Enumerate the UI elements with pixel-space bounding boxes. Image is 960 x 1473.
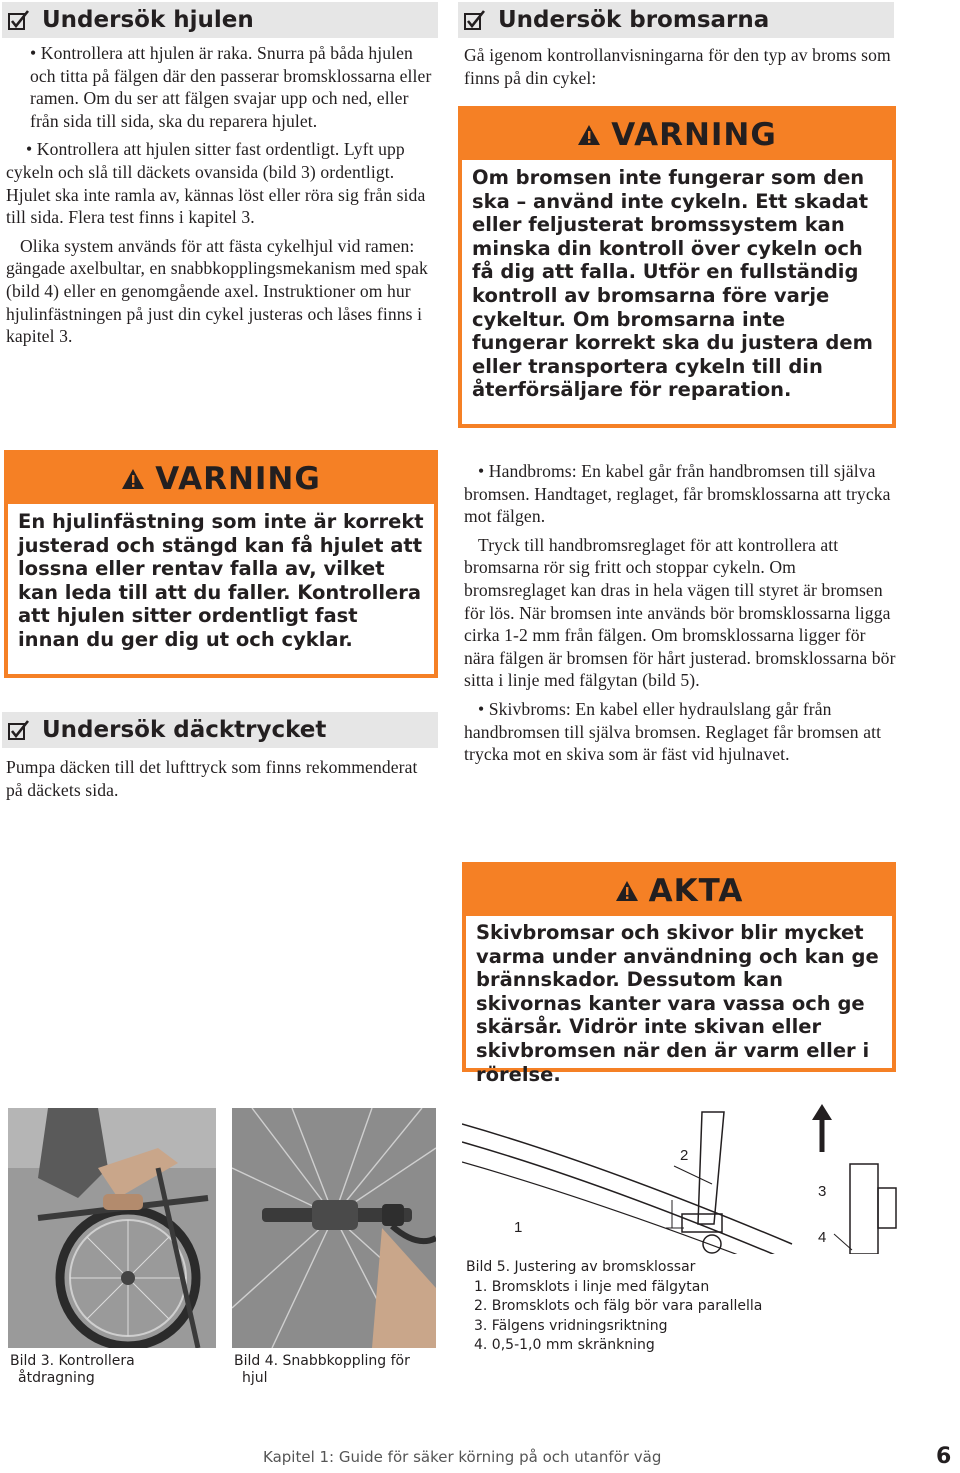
figure-5-item-3: 3. Fälgens vridningsriktning [474, 1317, 668, 1334]
page-number: 6 [936, 1444, 952, 1469]
wheels-text-block [6, 42, 438, 354]
wheels-section-heading [2, 2, 438, 38]
wheel-warning-text: En hjulinfästning som inte är korrekt justerad och stängd kan få hjulet att lossna eller rentav falla av, vilket kan leda till att du faller. Kontrollera att hjulen sitter ordentligt fast innan du ger dig ut och cyklar. [18, 510, 424, 651]
handbrake-paragraph: • Handbroms: En kabel går från handbromsen till själva bromsen. Handtaget, reglaget, får bromsklossarna att trycka mot fälgen. [464, 460, 896, 528]
figure-5-item-1: 1. Bromsklots i linje med fälgytan [474, 1278, 710, 1295]
brake-warning-bar [462, 110, 892, 160]
figure-3-caption [10, 1353, 135, 1387]
wheels-heading-text: Undersök hjulen [42, 7, 254, 33]
caution-box [462, 862, 896, 1086]
caution-title: AKTA [648, 873, 744, 909]
wheel-check-illustration [8, 1108, 216, 1348]
figure-5-caption [466, 1258, 762, 1356]
brake-types-block [464, 460, 896, 772]
tire-text-block [6, 756, 438, 807]
brake-warning-box [458, 106, 896, 428]
wheels-paragraph-2: • Kontrollera att hjulen sitter fast ordentligt. Lyft upp cykeln och slå till däckets ovansida (bild 3) ordentligt. Hjulet ska inte ramla av, kännas löst eller röra sig från sida till sida. Flera test finns i kapitel 3. [6, 138, 438, 228]
tire-section-heading [2, 712, 438, 748]
diagram-label-1: 1 [514, 1219, 523, 1236]
caution-bar [466, 866, 892, 916]
figure-4-photo [232, 1108, 436, 1348]
brake-warning-title: VARNING [611, 117, 777, 153]
figure-3-caption-line-2: åtdragning [18, 1370, 95, 1386]
brakes-section-heading [458, 2, 894, 38]
wheel-warning-title: VARNING [155, 461, 321, 497]
warning-triangle-icon [121, 468, 145, 490]
figure-5-brake-diagram [462, 1104, 902, 1254]
figure-4-caption-line-2: hjul [242, 1370, 268, 1386]
diagram-label-3: 3 [818, 1183, 827, 1200]
diagram-label-2: 2 [680, 1147, 689, 1164]
caution-text: Skivbromsar och skivor blir mycket varma under användning och kan ge brännskador. Dessutom kan skivornas kanter vara vassa och ge skärsår. Vidrör inte skivan eller skivbromsen när den är varm eller i rörelse. [476, 921, 879, 1086]
disc-brake-paragraph: • Skivbroms: En kabel eller hydraulslang går från handbromsen till själva bromsen. Reglaget får bromsen att trycka mot en skiva som är fäst vid hjulnavet. [464, 698, 896, 766]
wheel-warning-bar [8, 454, 434, 504]
figure-3-photo [8, 1108, 216, 1348]
checkbox-check-icon [464, 9, 486, 31]
diagram-label-4: 4 [818, 1229, 827, 1246]
brakes-intro-block [464, 44, 904, 95]
checkbox-check-icon [8, 9, 30, 31]
brakes-intro: Gå igenom kontrollanvisningarna för den typ av broms som finns på din cykel: [464, 45, 891, 88]
checkbox-check-icon [8, 719, 30, 741]
wheel-warning-box [4, 450, 438, 678]
warning-triangle-icon [577, 124, 601, 146]
figure-5-item-4: 4. 0,5-1,0 mm skränkning [474, 1337, 655, 1353]
figure-5-item-2: 2. Bromsklots och fälg bör vara parallella [474, 1298, 763, 1314]
brake-warning-text: Om bromsen inte fungerar som den ska – använd inte cykeln. Ett skadat eller feljusterat bromssystem kan minska din kontroll över cykeln och få dig att falla. Utför en fullständig kontroll av bromsarna före varje cykeltur. Om bromsarna inte fungerar korrekt ska du justera dem eller transportera cykeln till din återförsäljare för reparation. [472, 166, 873, 402]
figure-4-caption-line-1: Bild 4. Snabbkoppling för [234, 1353, 410, 1369]
figure-4-caption [234, 1353, 410, 1387]
figure-3-caption-line-1: Bild 3. Kontrollera [10, 1353, 135, 1369]
tire-heading-text: Undersök däcktrycket [42, 717, 327, 743]
tire-paragraph: Pumpa däcken till det lufttryck som finns rekommenderat på däckets sida. [6, 757, 418, 800]
wheels-paragraph-3: Olika system används för att fästa cykelhjul vid ramen: gängade axelbultar, en snabbkopplingsmekanism med spak (bild 4) eller en genomgående axel. Instruktioner om hur hjulinfästningen på just din cykel justeras och låses finns i kapitel 3. [6, 235, 428, 347]
quick-release-illustration [232, 1108, 436, 1348]
handbrake-check-paragraph: Tryck till handbromsreglaget för att kontrollera att bromsarna rör sig fritt och stoppar cykeln. Om bromsreglaget kan dras in hela vägen till styret är bromsen för lös. När bromsen inte används bör bromsklossarna ligga cirka 1-2 mm från fälgen. Om bromsklossarna ligger för nära fälgen är bromsen för hårt justerad. bromsklossarna bör sitta i linje med fälgytan (bild 5). [464, 534, 896, 691]
figure-5-title: Bild 5. Justering av bromsklossar [466, 1259, 696, 1275]
wheels-paragraph-1: • Kontrollera att hjulen är raka. Snurra på båda hjulen och titta på fälgen där den passerar bromsklossarna eller ramen. Om du ser att fälgen svajar upp och ned, eller från sida till sida, ska du reparera hjulet. [6, 42, 438, 132]
footer-chapter: Kapitel 1: Guide för säker körning på och utanför väg [263, 1448, 662, 1466]
warning-triangle-icon [615, 880, 639, 902]
brakes-heading-text: Undersök bromsarna [498, 7, 770, 33]
